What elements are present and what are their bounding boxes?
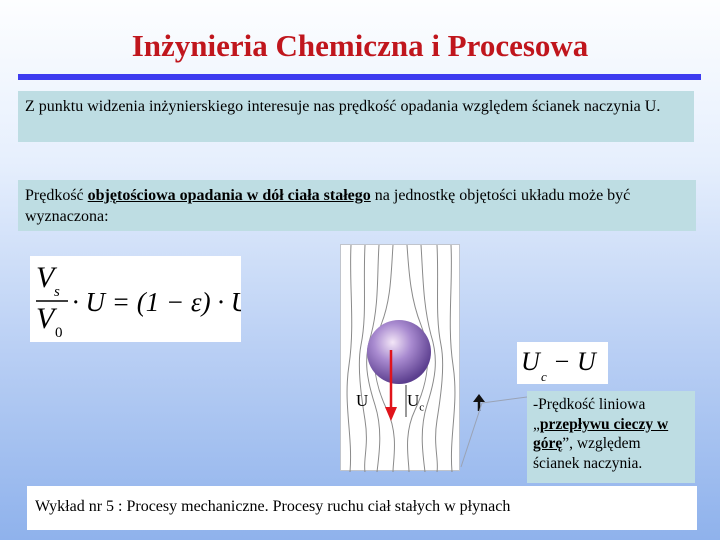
- velocity-text-emphasis: objętościowa opadania w dół ciała stałego: [87, 187, 371, 204]
- label-settling-velocity: U: [356, 391, 369, 410]
- formula-rhs: · U = (1 − ε) · U: [72, 287, 241, 317]
- label-liquid-velocity: [407, 391, 424, 413]
- slide-title: Inżynieria Chemiczna i Procesowa: [131, 28, 589, 63]
- formula2-rest: − U: [553, 347, 596, 376]
- formula-volumetric: [30, 256, 241, 342]
- settling-arrow-head: [385, 407, 397, 421]
- title-underline: [18, 74, 701, 80]
- desc-emphasis: przepływu cieczy w górę: [533, 415, 669, 452]
- formula2-u-sub: c: [541, 369, 547, 384]
- solid-particle: [367, 320, 431, 384]
- formula-relative-velocity: [517, 342, 608, 384]
- velocity-text-end: na jednostkę objętości układu może być wyznaczona:: [25, 187, 631, 225]
- footer-text: Wykład nr 5 : Procesy mechaniczne. Procesy ruchu ciał stałych w płynach: [35, 498, 511, 515]
- desc-end: ”, względem ścianek naczynia.: [533, 435, 643, 472]
- liquid-velocity-description: [527, 391, 695, 483]
- intro-text: Z punktu widzenia inżynierskiego interesuje nas prędkość opadania względem ścianek naczynia U.: [25, 98, 661, 115]
- formula2-u-letter: U: [521, 347, 540, 376]
- formula-vs-letter: V: [36, 261, 55, 294]
- flow-diagram-svg: [341, 245, 461, 472]
- formula-volumetric-svg: [30, 256, 241, 342]
- formula-v0-sub: 0: [55, 325, 63, 341]
- label-liquid-velocity-sub: c: [419, 401, 425, 414]
- velocity-text-start: Prędkość: [25, 187, 88, 204]
- connector-lines: [455, 395, 535, 470]
- lecture-footer: [27, 486, 697, 530]
- flow-diagram: [340, 244, 460, 471]
- velocity-text-box: [18, 180, 696, 231]
- formula-relative-svg: [517, 342, 608, 384]
- label-liquid-velocity-letter: U: [407, 391, 420, 410]
- formula-vs-sub: s: [54, 284, 60, 300]
- intro-text-box: [18, 91, 694, 142]
- desc-start: -Prędkość liniowa „: [533, 396, 646, 433]
- formula-v0-letter: V: [36, 302, 55, 335]
